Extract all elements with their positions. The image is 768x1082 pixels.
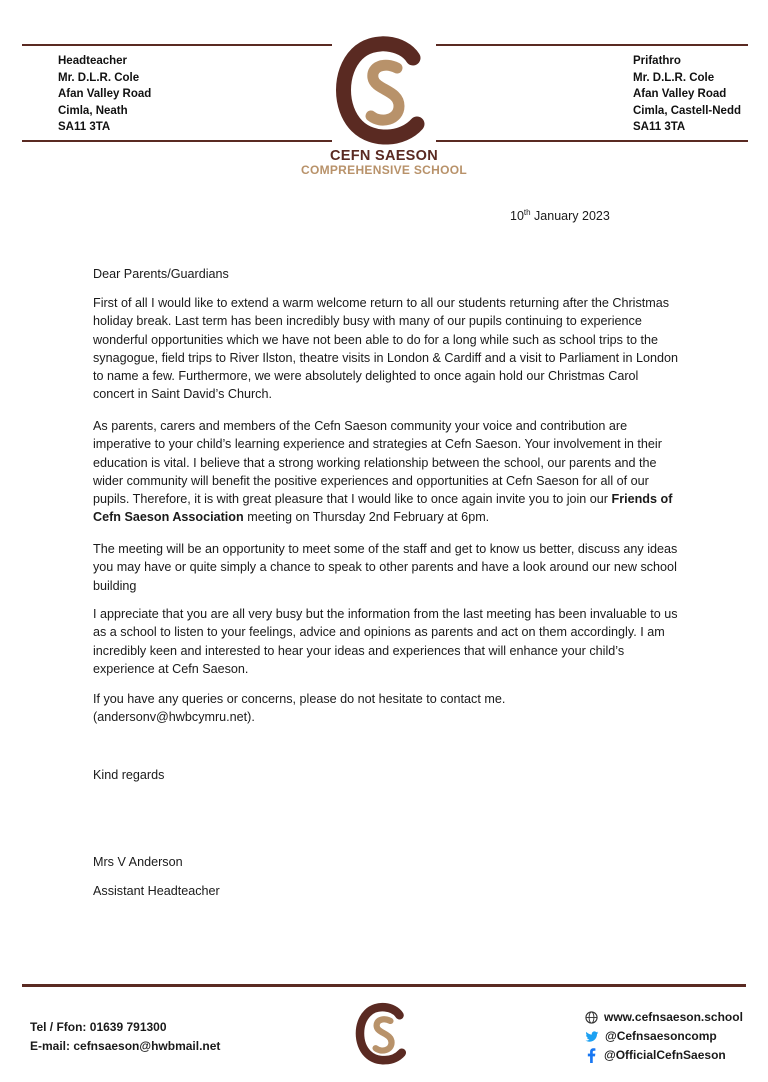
signer-name-text: Mrs V Anderson [93,855,183,869]
header-rule-bottom-right [436,140,748,142]
closing-text: Kind regards [93,768,165,782]
header-address-english [58,53,151,136]
address-line: Mr. D.L.R. Cole [633,71,715,84]
website-link[interactable] [585,1008,743,1027]
date-month-year: January 2023 [530,209,610,224]
paragraph-4 [93,605,683,678]
signer-title-text: Assistant Headteacher [93,884,220,898]
facebook-link[interactable] [585,1046,743,1065]
address-line: Headteacher [58,55,128,67]
header-rule-top-left [22,44,332,46]
header-rule-bottom-left [22,140,332,142]
twitter-link[interactable] [585,1027,743,1046]
signer-title [93,882,683,900]
facebook-icon [585,1048,598,1063]
date-suffix: th [523,208,531,217]
paragraph-text: I appreciate that you are all very busy but the information from the last meeting has been invaluable to us as a school to listen to your feelings, advice and opinions as parents and act on them accordingly. I am incredibly keen and interested to hear your ideas and experiences that will enhance your child’s experience at Cefn Saeson. [93,607,678,676]
footer-email[interactable]: E-mail: cefnsaeson@hwbmail.net [30,1039,221,1053]
salutation-text: Dear Parents/Guardians [93,267,229,281]
header-rule-top-right [436,44,748,46]
footer-social [585,1008,743,1065]
globe-icon [585,1011,598,1024]
paragraph-1 [93,294,683,404]
school-logo-icon [333,34,435,148]
header-address-welsh [633,53,741,136]
letter-date [510,208,610,223]
address-line: Cimla, Neath [58,104,128,117]
paragraph-2-end: meeting on Thursday 2nd February at 6pm. [243,510,490,525]
paragraph-2 [93,417,683,527]
paragraph-5 [93,690,683,727]
facebook-handle: @OfficialCefnSaeson [604,1048,726,1062]
school-name-primary: CEFN SAESON [329,148,439,164]
footer-phone: Tel / Ffon: 01639 791300 [30,1020,167,1034]
address-line: Cimla, Castell-Nedd [633,104,741,117]
address-line: SA11 3TA [58,121,111,133]
date-day: 10 [510,209,524,224]
twitter-icon [585,1031,599,1043]
school-name-secondary: COMPREHENSIVE SCHOOL [300,163,468,177]
contact-email[interactable]: (andersonv@hwbcymru.net). [93,710,255,725]
salutation [93,265,683,283]
website-text: www.cefnsaeson.school [604,1010,743,1024]
address-line: Mr. D.L.R. Cole [58,71,140,84]
paragraph-2-start: As parents, carers and members of the Cefn Saeson community your voice and contribution are imperative to your child’s learning experience and strategies at Cefn Saeson. Your involvement in their education is vital. I believe that a strong working relationship between the school, our parents and the wider community will benefit the positive experiences and opportunities at Cefn Saeson for all of our pupils. Therefore, it is with great pleasure that I would like to once again invite you to join our [93,419,662,507]
footer-contact [30,1018,220,1056]
paragraph-text: First of all I would like to extend a warm welcome return to all our students returning after the Christmas holiday break. Last term has been incredibly busy with many of our pupils continuing to experience wonderful opportunities which we have not been able to do for a long while such as school trips to the synagogue, field trips to River Ilston, theatre visits in London & Cardiff and a visit to Parliament in London to name a few. Furthermore, we were absolutely delighted to once again hold our Christmas Carol concert in Saint David’s Church. [93,296,679,402]
paragraph-text [93,417,683,527]
closing [93,766,683,784]
signer-name [93,853,683,871]
paragraph-text: If you have any queries or concerns, please do not hesitate to contact me. [93,692,506,706]
footer-logo-icon [354,1000,412,1068]
paragraph-3 [93,540,683,595]
association-name: Friends of Cefn Saeson Association [93,492,673,525]
twitter-handle: @Cefnsaesoncomp [605,1029,717,1043]
address-line: Prifathro [633,55,681,67]
paragraph-text: The meeting will be an opportunity to meet some of the staff and get to know us better, discuss any ideas you may have or quite simply a chance to speak to other parents and have a look around our new school building [93,542,678,593]
address-line: SA11 3TA [633,121,686,133]
footer-rule [22,984,746,987]
address-line: Afan Valley Road [58,88,152,100]
address-line: Afan Valley Road [633,88,727,100]
